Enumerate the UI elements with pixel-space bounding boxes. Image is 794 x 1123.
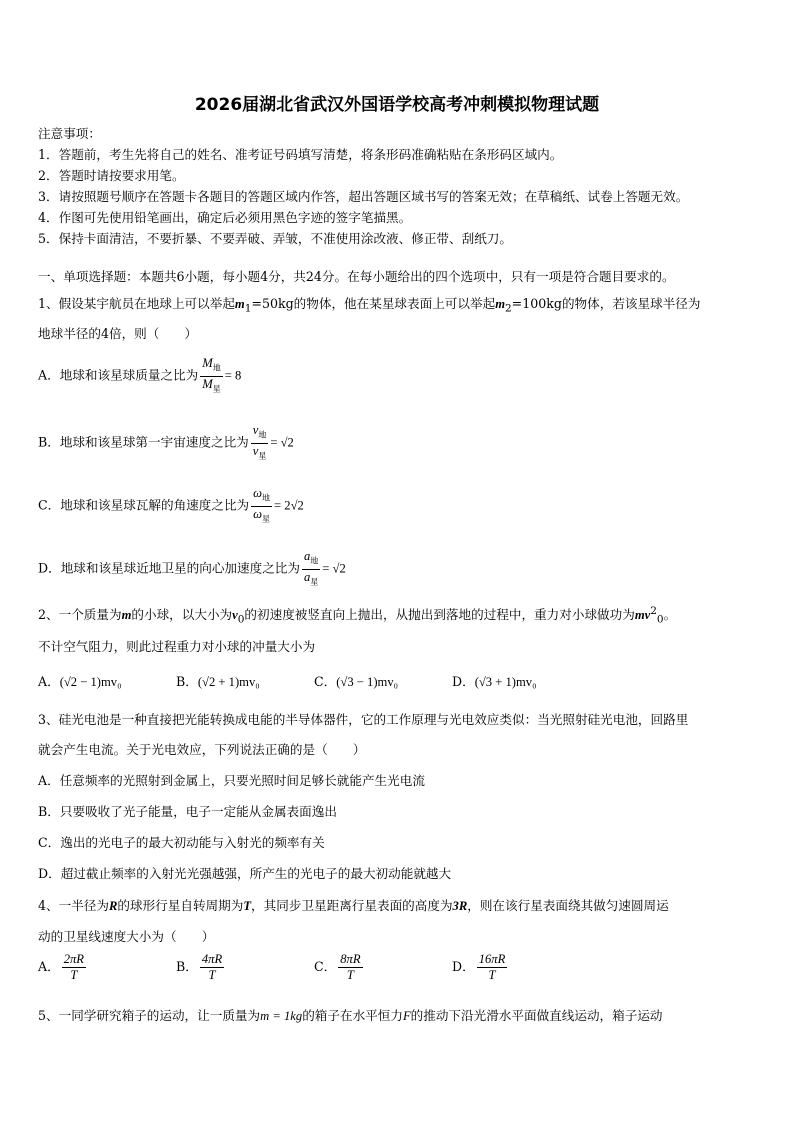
question-4-stem-cont: 动的卫星线速度大小为（ ）: [38, 929, 215, 944]
question-2-option-d: D．(√3 + 1)mv₀: [452, 674, 537, 689]
question-2-option-c: C．(√3 − 1)mv₀: [314, 674, 399, 689]
question-1-stem-cont: 地球半径的4倍，则（ ）: [38, 326, 198, 341]
notice-item: 2．答题时请按要求用笔。: [38, 168, 185, 183]
question-3-option-a: A．任意频率的光照射到金属上，只要光照时间足够长就能产生光电流: [38, 773, 425, 788]
question-1-option-c: C．地球和该星球瓦解的角速度之比为 $\frac{\omega_地}{\omega_星}$ = 2√2: [38, 486, 304, 524]
question-1-option-a: A．地球和该星球质量之比为 $\frac{M_地}{M_星}$ = 8: [38, 356, 242, 394]
question-3-option-c: C．逸出的光电子的最大初动能与入射光的频率有关: [38, 835, 325, 850]
question-3-stem: 3、硅光电池是一种直接把光能转换成电能的半导体器件，它的工作原理与光电效应类似：当光照射硅光电池，回路里: [38, 712, 689, 727]
page-title: 2026届湖北省武汉外国语学校高考冲刺模拟物理试题: [194, 95, 600, 115]
notice-heading: 注意事项：: [38, 126, 101, 141]
question-2-stem: 2、一个质量为m的小球，以大小为$v_0$的初速度被竖直向上抛出，从抛出到落地的过程中，重力对小球做功为$mv^2_0$。: [38, 604, 677, 626]
question-3-option-d: D．超过截止频率的入射光光强越强，所产生的光电子的最大初动能就越大: [38, 866, 452, 881]
question-2-option-b: B．(√2 + 1)mv₀: [176, 674, 260, 689]
question-4-option-a: A． $\frac{2\pi R}{T}$: [38, 952, 85, 982]
question-5-stem: 5、一同学研究箱子的运动，让一质量为m = 1kg的箱子在水平恒力F的推动下沿光滑水平面做直线运动，箱子运动: [38, 1008, 663, 1023]
question-2-option-a: A．(√2 − 1)mv₀: [38, 674, 122, 689]
question-3-stem-cont: 就会产生电流。关于光电效应，下列说法正确的是（ ）: [38, 742, 366, 757]
notice-item: 3．请按照题号顺序在答题卡各题目的答题区域内作答，超出答题区域书写的答案无效；在草稿纸、试卷上答题无效。: [38, 189, 689, 204]
question-3-option-b: B．只要吸收了光子能量，电子一定能从金属表面逸出: [38, 804, 337, 819]
question-1-option-d: D．地球和该星球近地卫星的向心加速度之比为 $\frac{a_地}{a_星}$ = √2: [38, 549, 346, 587]
notice-item: 4．作图可先使用铅笔画出，确定后必须用黑色字迹的签字笔描黑。: [38, 210, 412, 225]
question-2-stem-cont: 不计空气阻力，则此过程重力对小球的冲量大小为: [38, 639, 316, 654]
question-4-option-b: B． $\frac{4\pi R}{T}$: [176, 952, 223, 982]
question-4-stem: 4、一半径为R的球形行星自转周期为T，其同步卫星距离行星表面的高度为3R，则在该行星表面绕其做匀速圆周运: [38, 898, 669, 913]
question-4-option-c: C． $\frac{8\pi R}{T}$: [314, 952, 361, 982]
question-4-option-d: D． $\frac{16\pi R}{T}$: [452, 952, 506, 982]
notice-item: 1．答题前，考生先将自己的姓名、准考证号码填写清楚，将条形码准确粘贴在条形码区域内。: [38, 147, 563, 162]
question-1-stem: 1、假设某宇航员在地球上可以举起$m_1=50kg$的物体，他在某星球表面上可以举起$m_2=100kg$的物体，若该星球半径为: [38, 296, 701, 315]
section-heading: 一、单项选择题：本题共6小题，每小题4分，共24分。在每小题给出的四个选项中，只有一项是符合题目要求的。: [38, 269, 675, 284]
question-1-option-b: B．地球和该星球第一宇宙速度之比为 $\frac{v_地}{v_星}$ = √2: [38, 423, 294, 461]
notice-item: 5．保持卡面清洁，不要折暴、不要弄破、弄皱，不准使用涂改液、修正带、刮纸刀。: [38, 231, 512, 246]
